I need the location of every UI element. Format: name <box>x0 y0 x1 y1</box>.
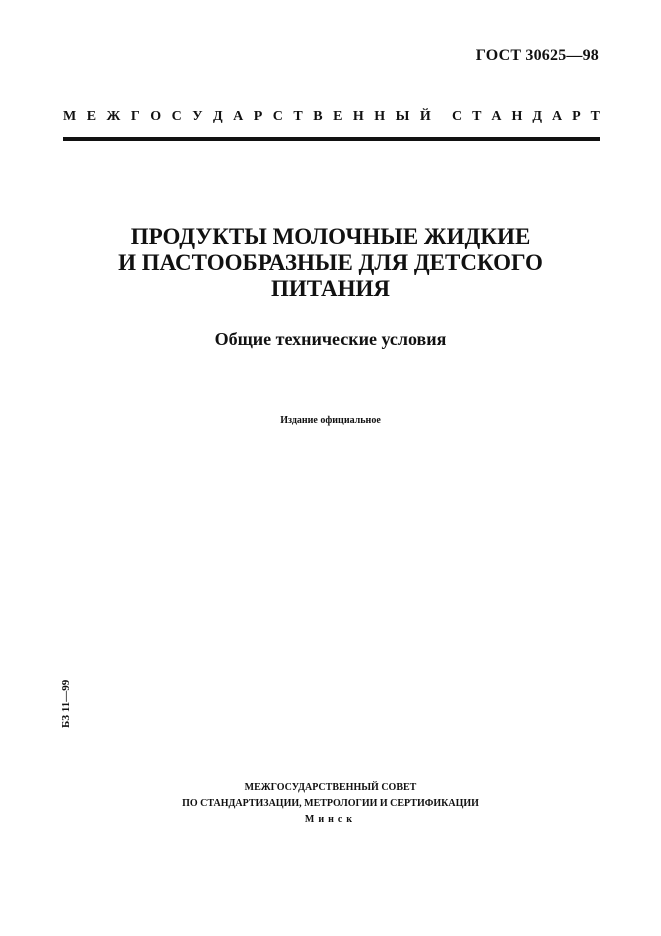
banner-letter: Н <box>352 109 364 124</box>
banner-letter: С <box>272 109 283 124</box>
banner-letter: У <box>192 109 203 124</box>
banner-letter: А <box>551 109 563 124</box>
publisher-line-1: МЕЖГОСУДАРСТВЕННЫЙ СОВЕТ <box>244 782 417 793</box>
publisher-city: Минск <box>304 814 357 825</box>
banner-letter: Р <box>572 109 581 124</box>
banner-letter: С <box>171 109 182 124</box>
banner-letter: Е <box>333 109 343 124</box>
title-line-2: И ПАСТООБРАЗНЫЕ ДЛЯ ДЕТСКОГО <box>118 250 543 275</box>
banner-letter: А <box>233 109 244 124</box>
publisher-line-2: ПО СТАНДАРТИЗАЦИИ, МЕТРОЛОГИИ И СЕРТИФИКАЦИИ <box>182 798 479 809</box>
document-code: ГОСТ 30625—98 <box>475 47 599 64</box>
banner-letter: Т <box>293 109 303 124</box>
banner-letter: А <box>491 109 502 124</box>
banner-letter: Д <box>213 109 223 124</box>
banner-letter: Г <box>130 109 140 124</box>
banner-letter: Й <box>419 109 431 124</box>
side-registration-code: БЗ 11—99 <box>60 679 72 728</box>
banner-letter: Р <box>253 109 263 124</box>
publisher-block <box>0 780 661 828</box>
banner-letter: Н <box>374 109 386 124</box>
document-subtitle: Общие технические условия <box>214 329 447 349</box>
banner-letter: Ж <box>106 109 121 124</box>
banner-letter: Ы <box>395 109 410 124</box>
banner-letter: О <box>150 109 162 124</box>
title-line-3: ПИТАНИЯ <box>271 276 390 301</box>
banner-word-standard <box>452 109 600 125</box>
banner-letter: Т <box>472 109 482 124</box>
edition-note: Издание официальное <box>280 415 381 426</box>
header-divider <box>63 137 600 141</box>
banner-letter: Д <box>532 109 542 124</box>
title-line-1: ПРОДУКТЫ МОЛОЧНЫЕ ЖИДКИЕ <box>130 224 531 249</box>
banner-letter: Е <box>86 109 97 124</box>
banner-letter: Н <box>511 109 523 124</box>
standard-type-banner <box>63 109 600 125</box>
banner-letter: В <box>313 109 323 124</box>
banner-letter: Т <box>590 109 600 124</box>
banner-letter: С <box>452 109 463 124</box>
banner-word-interstate <box>63 109 431 125</box>
banner-letter: М <box>63 109 77 124</box>
document-title <box>0 224 661 302</box>
